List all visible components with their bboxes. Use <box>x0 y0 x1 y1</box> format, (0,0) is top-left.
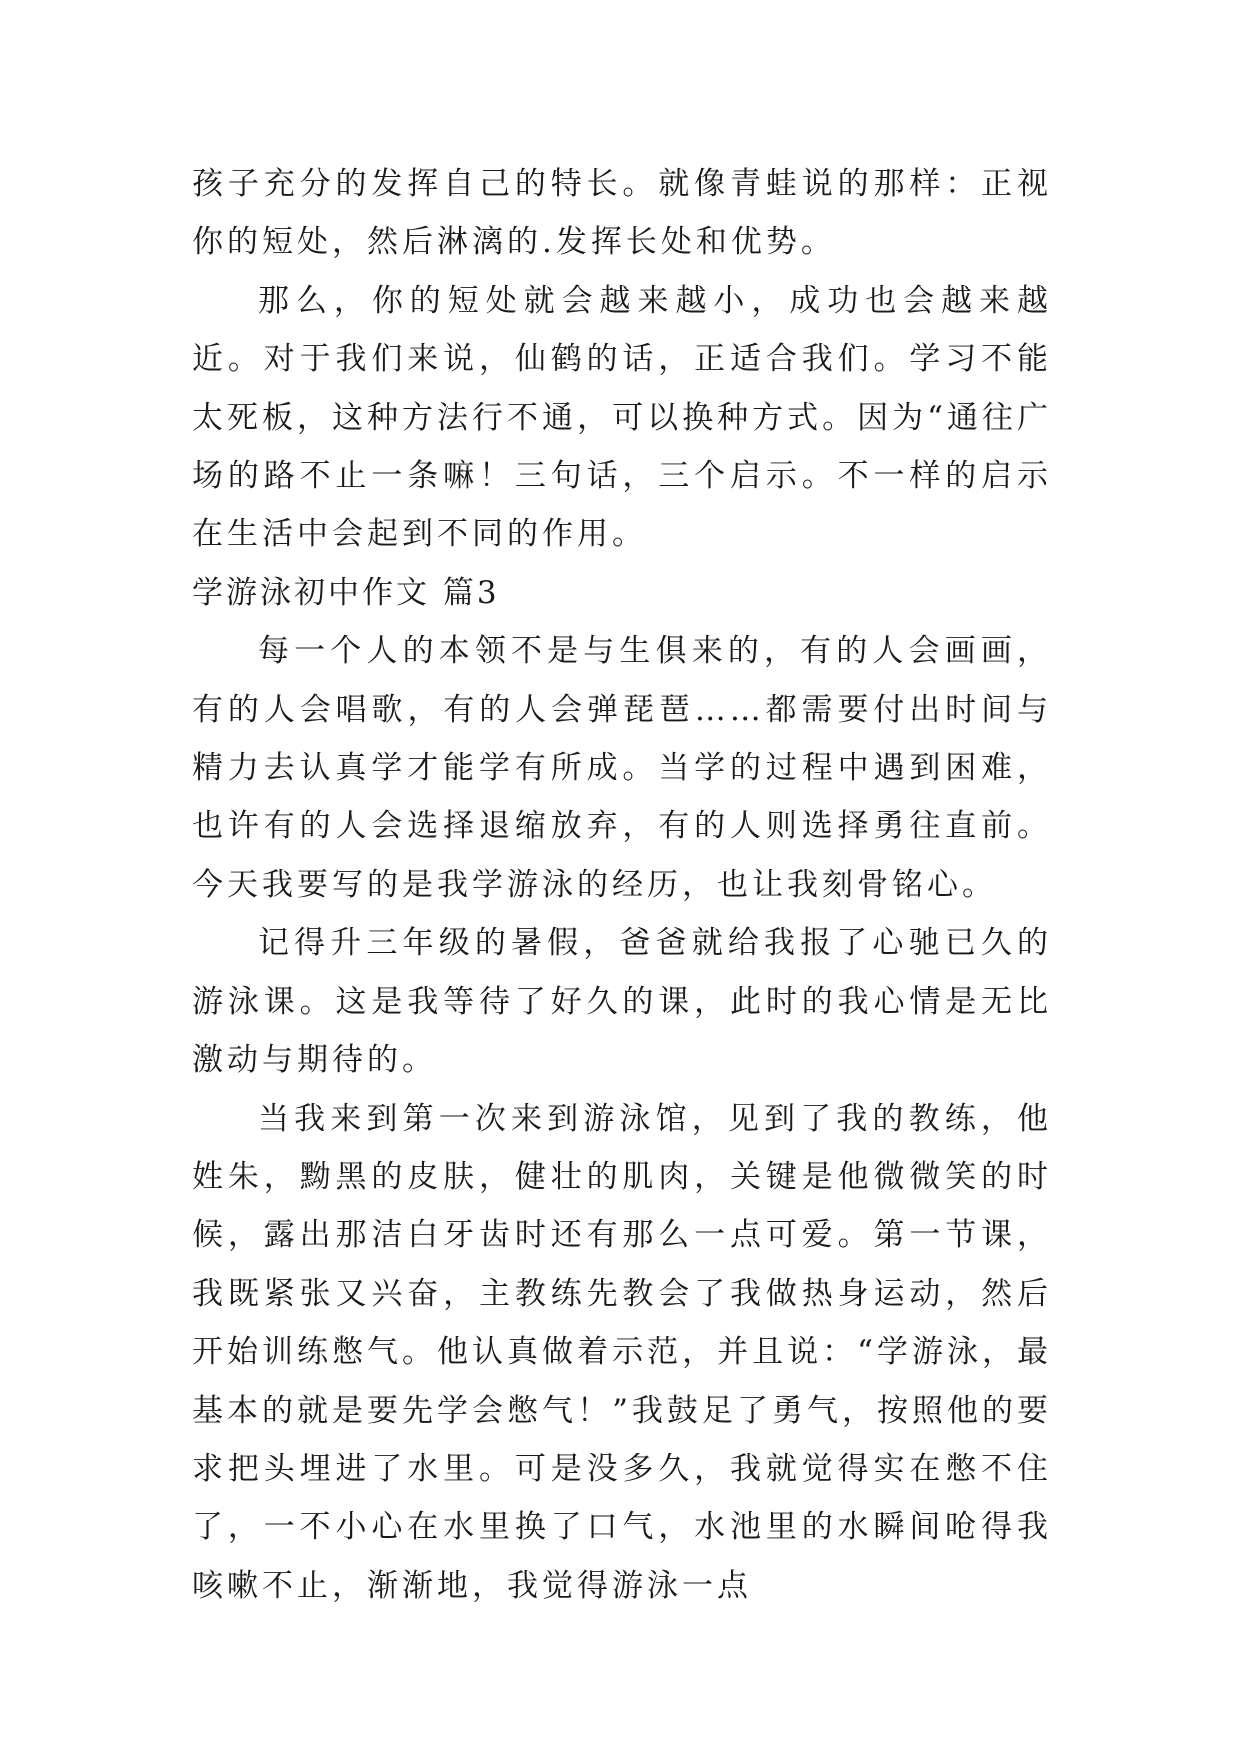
paragraph: 当我来到第一次来到游泳馆，见到了我的教练，他姓朱，黝黑的皮肤，健壮的肌肉，关键是他微微笑的时候，露出那洁白牙齿时还有那么一点可爱。第一节课，我既紧张又兴奋，主教练先教会了我做热身运动，然后开始训练憋气。他认真做着示范，并且说：“学游泳，最基本的就是要先学会憋气！”我鼓足了勇气，按照他的要求把头埋进了水里。可是没多久，我就觉得实在憋不住了，一不小心在水里换了口气，水池里的水瞬间呛得我咳嗽不止，渐渐地，我觉得游泳一点 <box>192 1100 1052 1604</box>
document-body <box>192 155 1052 1615</box>
paragraph-continuation: 孩子充分的发挥自己的特长。就像青蛙说的那样：正视你的短处，然后淋漓的.发挥长处和优势。 <box>192 166 1052 261</box>
paragraph: 记得升三年级的暑假，爸爸就给我报了心驰已久的游泳课。这是我等待了好久的课，此时的我心情是无比激动与期待的。 <box>192 925 1052 1079</box>
section-heading: 学游泳初中作文 篇3 <box>192 574 500 611</box>
paragraph: 那么，你的短处就会越来越小，成功也会越来越近。对于我们来说，仙鹤的话，正适合我们。学习不能太死板，这种方法行不通，可以换种方式。因为“通往广场的路不止一条嘛！三句话，三个启示。不一样的启示在生活中会起到不同的作用。 <box>192 282 1052 553</box>
paragraph: 每一个人的本领不是与生俱来的，有的人会画画，有的人会唱歌，有的人会弹琵琶……都需要付出时间与精力去认真学才能学有所成。当学的过程中遇到困难，也许有的人会选择退缩放弃，有的人则选择勇往直前。今天我要写的是我学游泳的经历，也让我刻骨铭心。 <box>192 633 1052 903</box>
